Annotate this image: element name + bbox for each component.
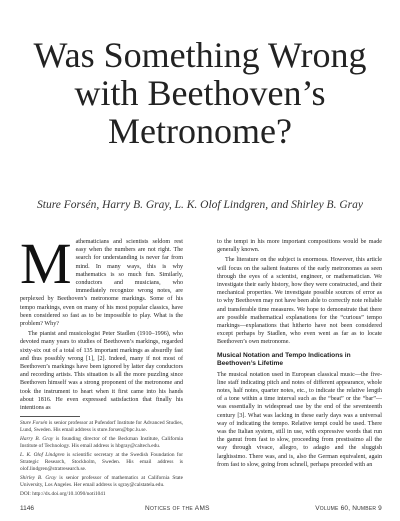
title-line-2: with Beethoven’s [74, 73, 326, 113]
title-line-1: Was Something Wrong [33, 35, 367, 75]
body-paragraph: The musical notation used in European classical music—the five-line staff indicating pitch and notes of different appearance, whole notes, half notes, quarter notes, etc., to indicate the relative length of a tone within a time interval such as the “beat” or the “bar”—was essentially in widespread use by the end of the seventeenth century [3]. What was lacking in these early days was a universal way of indicating the tempo. Relative tempi could be used. There was the Italian system, still in use, with expressive words that run the gamut from fast to slow, proceeding from prestissimo all the way through vivace, allegro, to adagio and the sluggish larghissimo. There was, and is, also the German equivalent, again from fast to slow, going from schnell, perhaps preceded with an [217, 371, 382, 468]
doi-link[interactable]: DOI: http://dx.doi.org/10.1090/noti1041 [20, 491, 106, 498]
bio-text: is senior professor at Pufendorf Institute for Advanced Studies, Lund, Sweden. His email address is sture.forsen@bpc.lu.se. [20, 420, 184, 434]
bio-name: L. K. Olof Lindgren [20, 452, 65, 459]
intro-text: athematicians and scientists seldom rest easy when the numbers are not right. The search for understanding is never far from mind. In many ways, this is why mathematics is so much fun. Similarly, conductors and musicians, who immediately recognize wrong notes, are perplexed by Beethoven’s metronome markings. Some of his tempo markings, even on many of his most popular classics, have been considered so fast as to be impossible to play. What is the problem? Why? [20, 239, 183, 328]
bio-name: Shirley B. Gray [20, 475, 57, 482]
right-column [217, 238, 382, 471]
intro-paragraph [20, 231, 183, 328]
author-list: Sture Forsén, Harry B. Gray, L. K. Olof Lindgren, and Shirley B. Gray [37, 199, 363, 211]
drop-cap: M [20, 231, 72, 296]
bio-text: is scientific secretary at the Swedish Foundation for Strategic Research, Stockholm, Sweden. His email address is olof.lindgren@stratresearch.se. [20, 452, 183, 473]
author-bio [20, 420, 183, 434]
journal-name: Notices of the AMS [145, 505, 210, 512]
bio-text: is founding director of the Beckman Institute, California Institute of Technology. His email address is hbgray@caltech.edu. [20, 436, 183, 450]
page-number: 1146 [20, 505, 34, 512]
body-paragraph: The pianist and musicologist Peter Stadlen (1910–1996), who devoted many years to studies of Beethoven’s markings, regarded sixty-six out of a total of 135 important markings as absurdly fast and thus possibly wrong [1], [2]. Indeed, many if not most of Beethoven’s markings have been ignored by latter day conductors and recording artists. This situation is all the more puzzling since Beethoven himself was a strong proponent of the metronome and took the instrument to heart when it first came into his hands about 1816. He even expressed satisfaction that finally his intentions as [20, 331, 183, 412]
bio-name: Sture Forsén [20, 420, 48, 427]
body-paragraph: The literature on the subject is enormous. However, this article will focus on the salient features of the early metronomes as seen through the eyes of a scientist, engineer, or mathematician. We investigate their early history, how they were constructed, and their mechanical properties. We investigate possible sources of error as to why Beethoven may not have been able to correctly note reliable and transferable time measures. We hope to demonstrate that there are possible mathematical explanations for the “curious” tempo markings—explanations that hitherto have not been considered except perhaps by Stadlen, who even went as far as to locate Beethoven’s own metronome. [217, 257, 382, 346]
title-line-3: Metronome? [108, 111, 292, 151]
bio-text: is senior professor of mathematics at California State University, Los Angeles. Her email address is sgray@calstatela.edu. [20, 475, 183, 489]
bio-divider [20, 416, 80, 417]
article-title [0, 36, 400, 150]
body-paragraph: to the tempi in his more important compositions would be made generally known. [217, 239, 382, 254]
author-bio [20, 436, 183, 450]
section-heading: Musical Notation and Tempo Indications in Beethoven’s Lifetime [217, 351, 351, 368]
bio-name: Harry B. Gray [20, 436, 54, 443]
author-bio [20, 452, 183, 473]
author-bio [20, 475, 183, 489]
volume-info: Volume 60, Number 9 [315, 505, 382, 512]
left-column [20, 231, 184, 498]
